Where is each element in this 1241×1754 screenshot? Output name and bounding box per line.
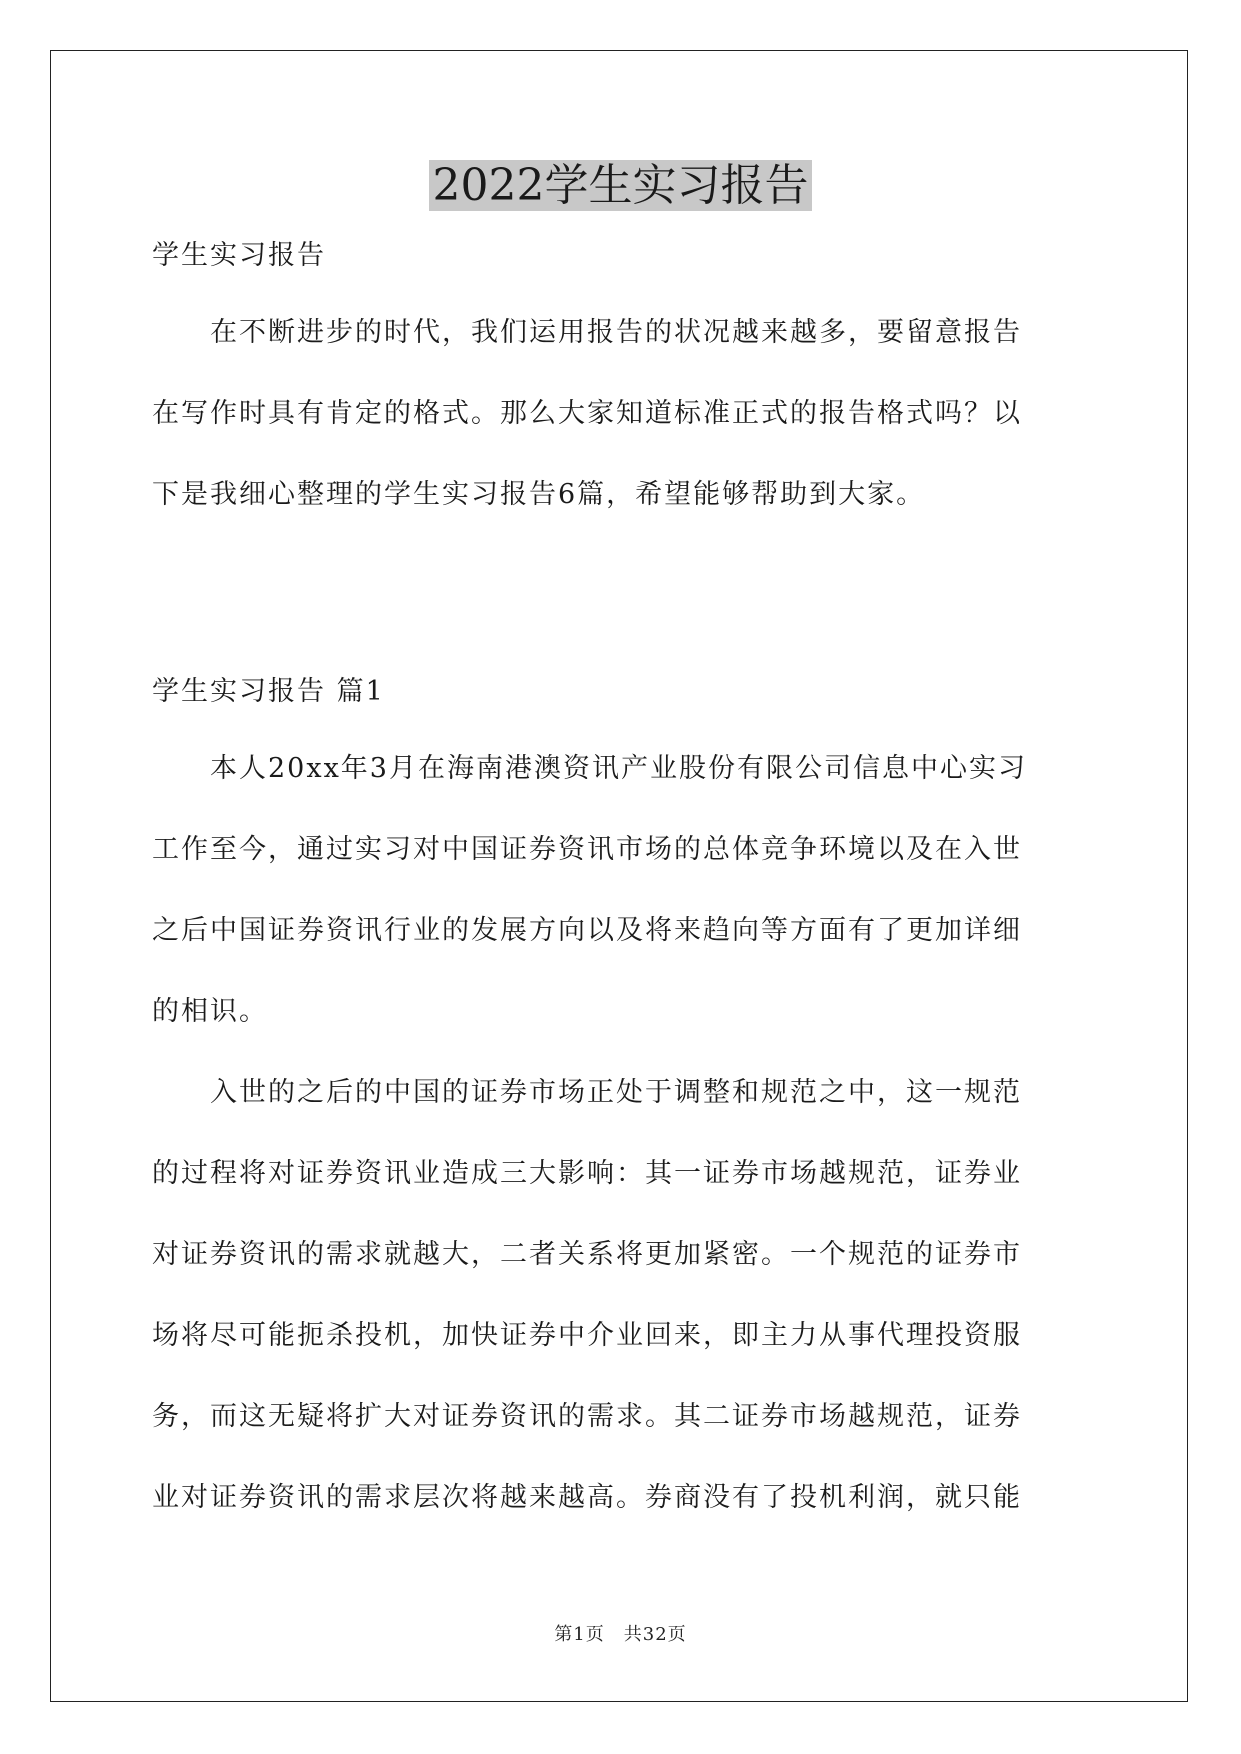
paragraph-line: 场将尽可能扼杀投机，加快证券中介业回来，即主力从事代理投资服	[152, 1320, 1022, 1351]
paragraph-line: 的相识。	[152, 996, 268, 1027]
intro-line: 下是我细心整理的学生实习报告6篇，希望能够帮助到大家。	[152, 479, 926, 510]
page-number-footer: 第1页 共32页	[554, 1624, 687, 1645]
paragraph-1	[152, 728, 1092, 1052]
document-subtitle: 学生实习报告	[152, 240, 326, 271]
intro-line: 在写作时具有肯定的格式。那么大家知道标准正式的报告格式吗？以	[152, 398, 1022, 429]
section-heading: 学生实习报告 篇1	[152, 676, 385, 707]
paragraph-line: 的过程将对证券资讯业造成三大影响：其一证券市场越规范，证券业	[152, 1158, 1022, 1189]
paragraph-line: 本人20xx年3月在海南港澳资讯产业股份有限公司信息中心实习	[210, 753, 1027, 784]
paragraph-line: 入世的之后的中国的证券市场正处于调整和规范之中，这一规范	[210, 1077, 1022, 1108]
paragraph-line: 务，而这无疑将扩大对证券资讯的需求。其二证券市场越规范，证券	[152, 1401, 1022, 1432]
paragraph-line: 之后中国证券资讯行业的发展方向以及将来趋向等方面有了更加详细	[152, 915, 1022, 946]
document-title-text: 2022学生实习报告	[429, 160, 813, 211]
paragraph-line: 工作至今，通过实习对中国证券资讯市场的总体竞争环境以及在入世	[152, 834, 1022, 865]
paragraph-line: 对证券资讯的需求就越大，二者关系将更加紧密。一个规范的证券市	[152, 1239, 1022, 1270]
paragraph-line: 业对证券资讯的需求层次将越来越高。券商没有了投机利润，就只能	[152, 1482, 1022, 1513]
document-title	[0, 158, 1241, 214]
intro-line: 在不断进步的时代，我们运用报告的状况越来越多，要留意报告	[210, 317, 1022, 348]
intro-paragraph	[152, 292, 1092, 535]
paragraph-2	[152, 1052, 1092, 1538]
